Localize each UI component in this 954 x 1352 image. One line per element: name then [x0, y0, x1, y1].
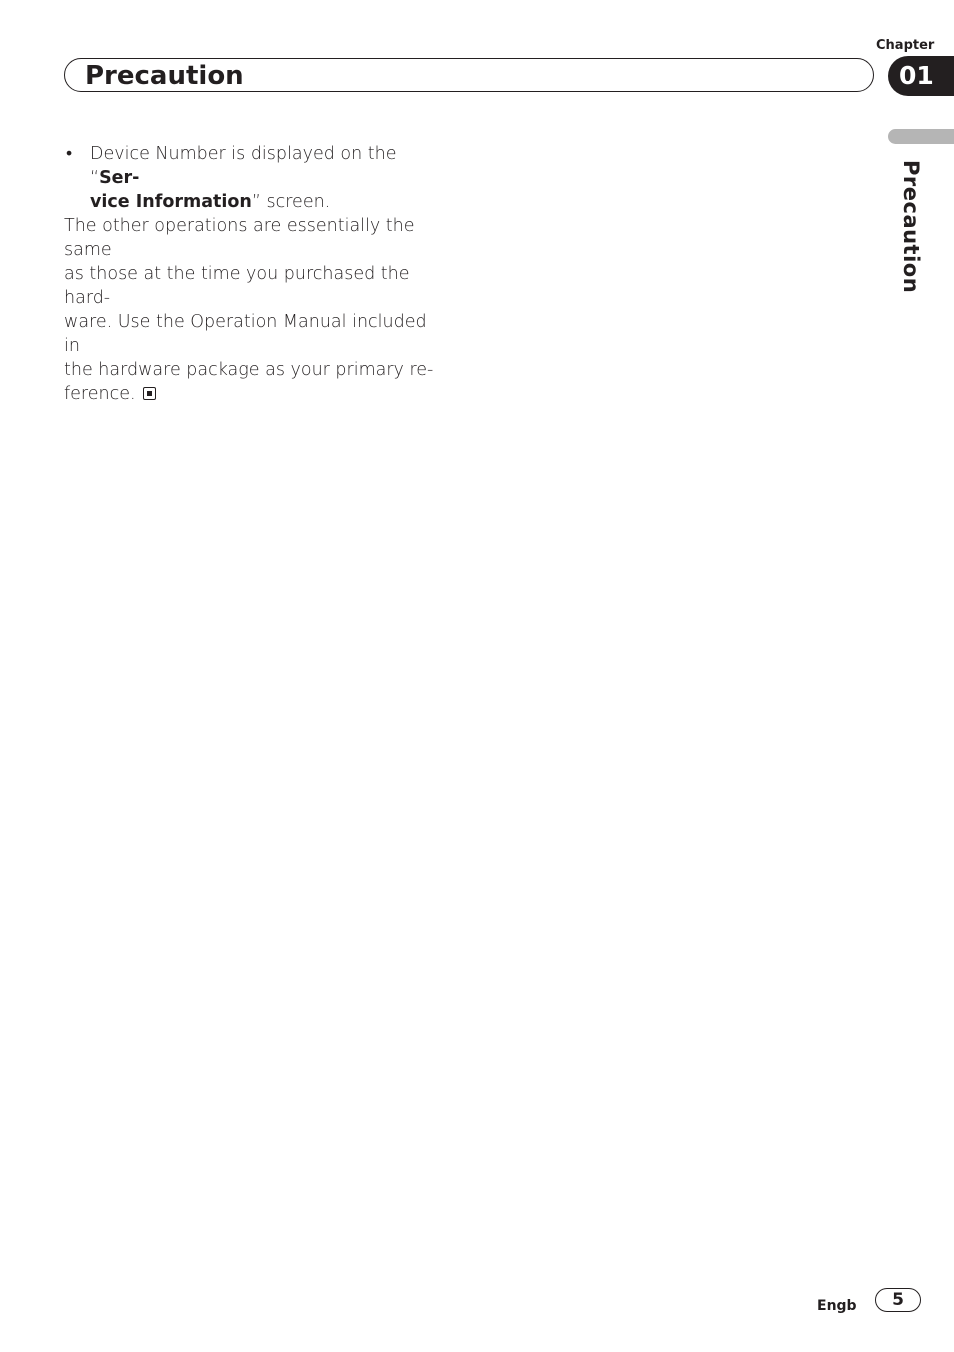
page-title: Precaution [85, 61, 244, 91]
main-content [64, 142, 444, 406]
footer-language: Engb [817, 1298, 857, 1314]
paragraph-line: ference. [64, 384, 136, 404]
bullet-bold-part1: Ser- [99, 168, 140, 188]
bullet-text-before: Device Number is displayed on the “ [90, 144, 397, 188]
side-tab-marker [888, 129, 954, 144]
page-number: 5 [875, 1288, 921, 1312]
bullet-list-item [64, 142, 444, 214]
paragraph-line: as those at the time you purchased the hard- [64, 264, 410, 308]
paragraph-line: the hardware package as your primary re- [64, 360, 434, 380]
chapter-label: Chapter [876, 38, 935, 53]
paragraph-line: The other operations are essentially the same [64, 216, 415, 260]
bullet-bold-part2: vice Information [90, 192, 252, 212]
bullet-text-after: ” screen. [251, 192, 331, 212]
side-tab-label: Precaution [899, 160, 923, 294]
chapter-number-badge: 01 [888, 56, 954, 96]
paragraph-line: ware. Use the Operation Manual included in [64, 312, 427, 356]
end-of-section-icon [143, 387, 156, 400]
body-paragraph [64, 214, 444, 406]
title-bar [64, 58, 874, 92]
bullet-marker: • [66, 144, 73, 164]
